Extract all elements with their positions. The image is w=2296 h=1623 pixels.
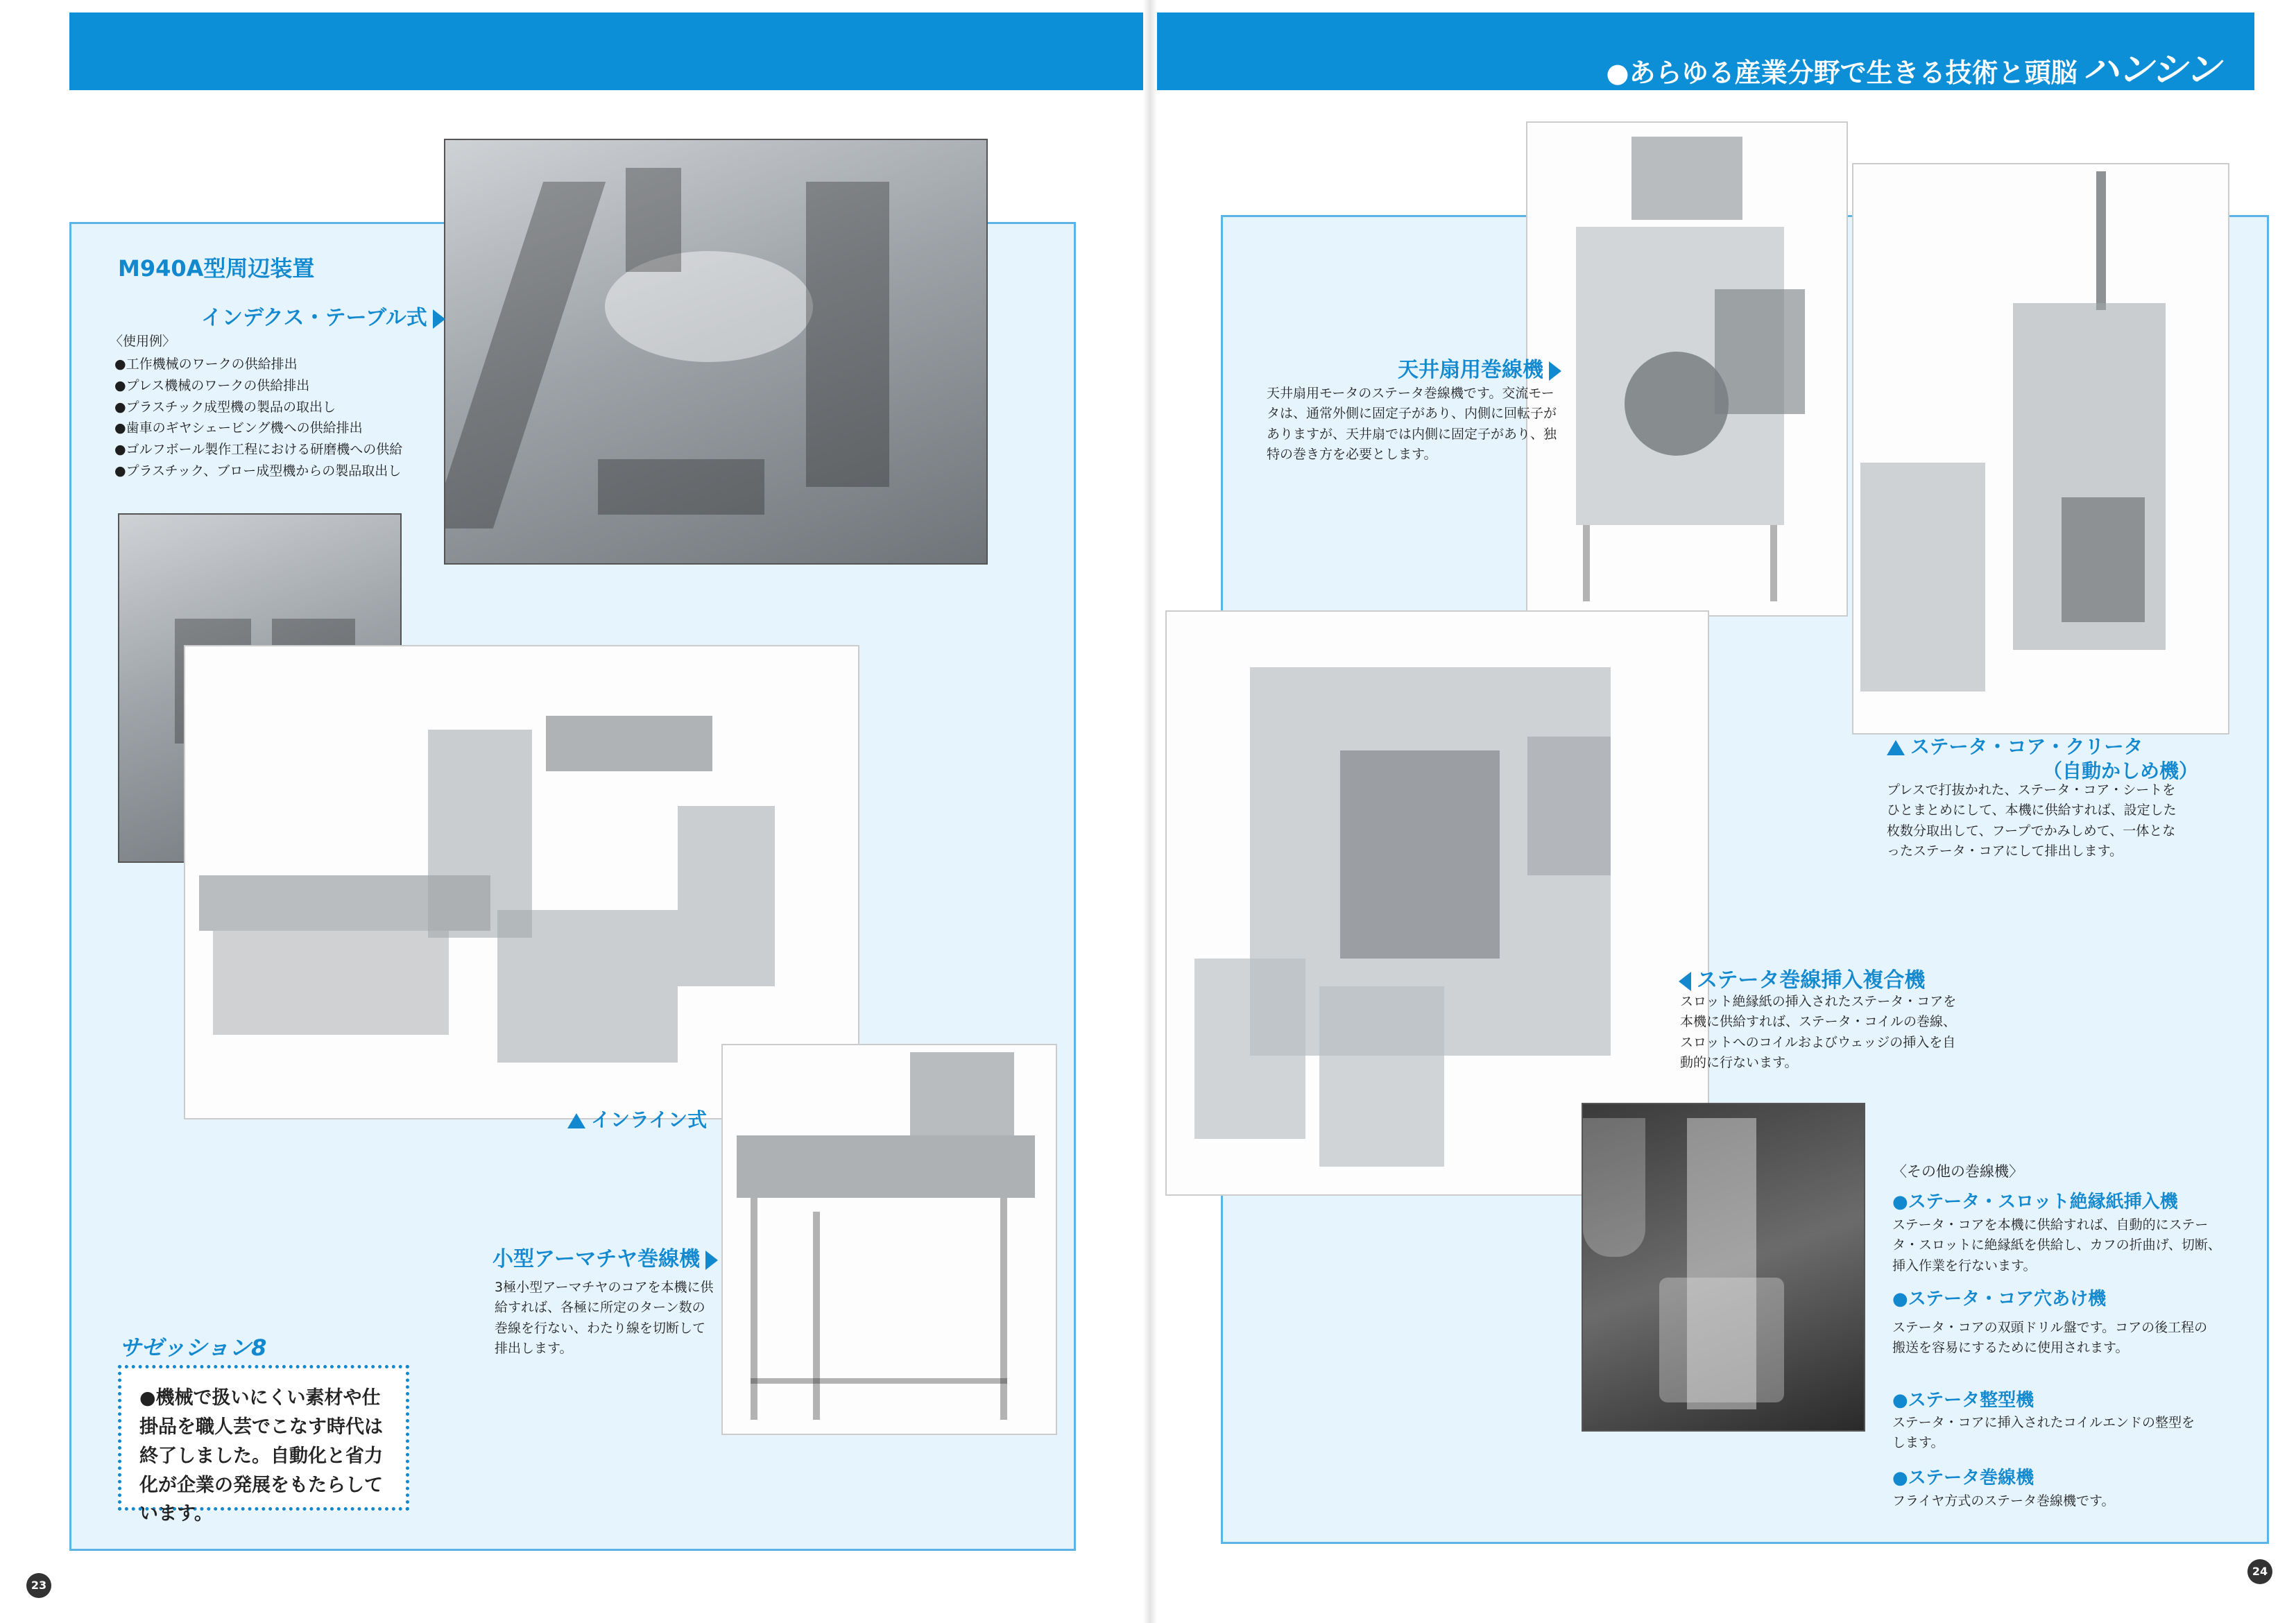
suggestion-label: サゼッション8 xyxy=(119,1334,267,1361)
index-table-title-text: インデクス・テーブル式 xyxy=(201,306,427,330)
other-item-description: フライヤ方式のステータ巻線機です。 xyxy=(1892,1493,2115,1509)
insert-combo-title-text: ステータ巻線挿入複合機 xyxy=(1697,968,1926,993)
core-cleater-title-line1: ステータ・コア・クリータ xyxy=(1910,735,2143,758)
page-fold xyxy=(1143,0,1157,1623)
arrow-right-icon xyxy=(1549,361,1561,381)
page-number-left: 23 xyxy=(26,1573,51,1598)
usage-list xyxy=(114,354,440,482)
arrow-right-icon xyxy=(705,1251,718,1270)
other-item-description: ステータ・コアを本機に供給すれば、自動的にステータ・スロットに絶縁紙を供給し、カフの折曲げ、切断、挿入作業を行ないます。 xyxy=(1892,1217,2221,1273)
index-table-photo xyxy=(444,139,988,565)
inline-caption-text: インライン式 xyxy=(591,1108,708,1131)
section-title: M940A型周辺装置 xyxy=(118,255,315,282)
inline-caption xyxy=(567,1105,707,1133)
armature-title-text: 小型アーマチヤ巻線機 xyxy=(492,1247,701,1271)
ceiling-fan-winder-photo xyxy=(1526,121,1848,617)
usage-heading: 〈使用例〉 xyxy=(110,334,176,349)
list-item: ●プラスチック、ブロー成型機からの製品取出し xyxy=(114,463,402,479)
other-item-title: ●ステータ・スロット絶縁紙挿入機 xyxy=(1892,1192,2178,1212)
insert-combo-title xyxy=(1679,963,1925,993)
armature-description: 3極小型アーマチヤのコアを本機に供給すれば、各極に所定のターン数の巻線を行ない、わたり線を切断して排出します。 xyxy=(495,1280,714,1357)
others-heading: 〈その他の巻線機〉 xyxy=(1892,1163,2023,1180)
arrow-up-icon xyxy=(567,1113,585,1128)
core-cleater-photo xyxy=(1852,163,2229,735)
core-cleater-subtitle: （自動かしめ機） xyxy=(2043,759,2199,782)
brand-logo: ハンシン xyxy=(2082,49,2220,91)
tagline-text: ●あらゆる産業分野で生きる技術と頭脳 xyxy=(1606,58,2077,88)
arrow-up-icon xyxy=(1887,740,1905,755)
armature-title xyxy=(492,1242,718,1272)
insert-combo-description: スロット絶縁紙の挿入されたステータ・コアを本機に供給すれば、ステータ・コイルの巻線、スロットへのコイルおよびウェッジの挿入を自動的に行ないます。 xyxy=(1680,994,1957,1071)
ceiling-fan-title xyxy=(1398,352,1561,383)
other-item-description: ステータ・コアの双頭ドリル盤です。コアの後工程の搬送を容易にするために使用されます。 xyxy=(1892,1320,2208,1356)
arrow-left-icon xyxy=(1679,972,1691,991)
other-item-description: ステータ・コアに挿入されたコイルエンドの整型をします。 xyxy=(1892,1415,2195,1451)
list-item: ●プレス機械のワークの供給排出 xyxy=(114,377,310,393)
suggestion-text: ●機械で扱いにくい素材や仕掛品を職人芸でこなす時代は終了しました。自動化と省力化が企業の発展をもたらしています。 xyxy=(139,1387,383,1525)
core-cleater-title xyxy=(1887,732,2143,759)
ceiling-fan-description: 天井扇用モータのステータ巻線機です。交流モータは、通常外側に固定子があり、内側に回転子がありますが、天井扇では内側に固定子があり、独特の巻き方を必要とします。 xyxy=(1267,386,1557,463)
list-item: ●工作機械のワークの供給排出 xyxy=(114,357,298,372)
list-item: ●歯車のギヤシェービング機への供給排出 xyxy=(114,420,363,436)
stator-slot-photo xyxy=(1582,1103,1865,1432)
header-tagline xyxy=(1606,40,2220,92)
other-item-title: ●ステータ・コア穴あけ機 xyxy=(1892,1289,2107,1309)
core-cleater-description: プレスで打抜かれた、ステータ・コア・シートをひとまとめにして、本機に供給すれば、設定した枚数分取出して、フープでかみしめて、一体となったステータ・コアにして排出します。 xyxy=(1887,782,2177,859)
arrow-right-icon xyxy=(433,309,445,329)
list-item: ●ゴルフボール製作工程における研磨機への供給 xyxy=(114,442,403,458)
armature-winder-photo xyxy=(721,1044,1057,1435)
ceiling-fan-title-text: 天井扇用巻線機 xyxy=(1398,358,1543,382)
page-number-right: 24 xyxy=(2247,1559,2272,1584)
suggestion-box xyxy=(118,1365,409,1525)
other-item-title: ●ステータ整型機 xyxy=(1892,1390,2034,1411)
list-item: ●プラスチック成型機の製品の取出し xyxy=(114,399,336,415)
index-table-title xyxy=(201,300,445,331)
other-item-title: ●ステータ巻線機 xyxy=(1892,1468,2034,1488)
